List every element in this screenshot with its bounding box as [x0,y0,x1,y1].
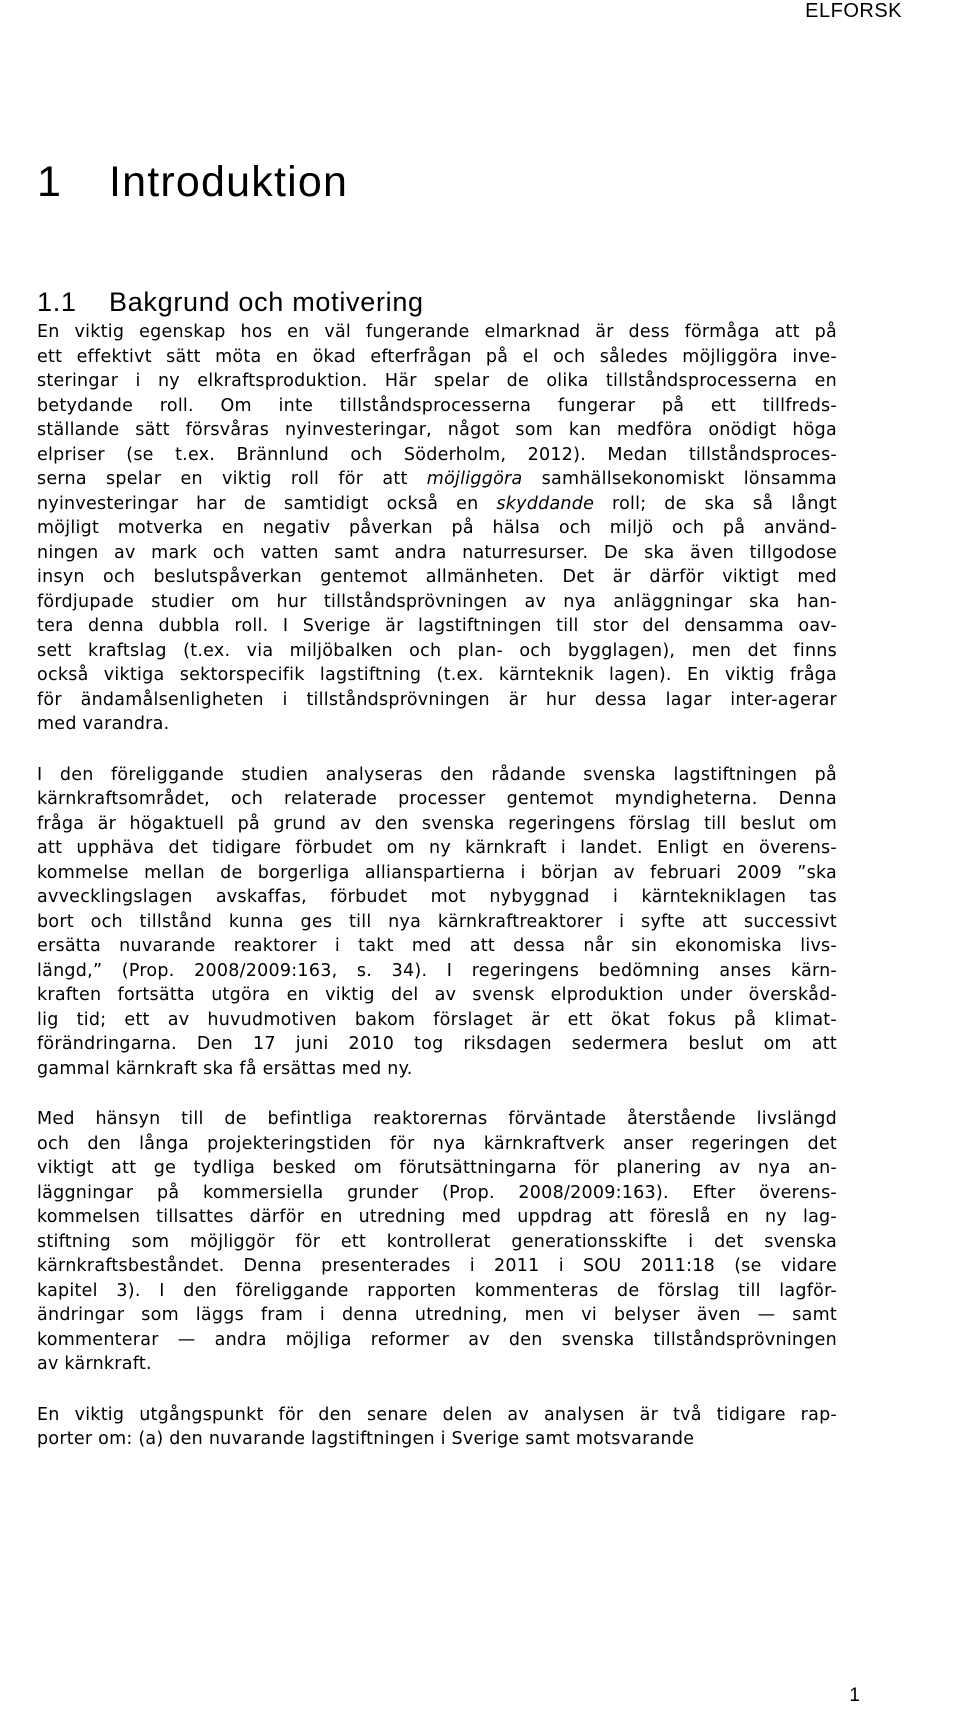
text-line: ningen av mark och vatten samt andra naturresurser. De ska även tillgodose [37,542,837,563]
text-line: kärnkraftsbeståndet. Denna presenterades i 2011 i SOU 2011:18 (se vidare [37,1256,837,1276]
text-line: av kärnkraft. [37,1354,152,1374]
text-line: för ändamålsenligheten i tillståndsprövningen är hur dessa lagar inter-agerar [37,689,837,710]
paragraph [37,1403,837,1452]
text-line: förändringarna. Den 17 juni 2010 tog riksdagen sedermera beslut om att [37,1034,837,1054]
text-line: En viktig egenskap hos en väl fungerande elmarknad är dess förmåga att på [37,322,837,342]
text-line: sett kraftslag (t.ex. via miljöbalken och plan- och bygglagen), men det finns [37,640,837,661]
text-line: lig tid; ett av huvudmotiven bakom förslaget är ett ökat fokus på klimat- [37,1009,837,1030]
text-line: läggningar på kommersiella grunder (Prop. 2008/2009:163). Efter överens- [37,1182,837,1203]
text-line: serna spelar en viktig roll för att möjliggöra samhällsekonomiskt lönsamma [37,469,838,489]
text-line: gammal kärnkraft ska få ersättas med ny. [37,1058,413,1079]
text-line: också viktiga sektorspecifik lagstiftning (t.ex. kärnteknik lagen). En viktig fråga [37,665,837,685]
text-line: längd,” (Prop. 2008/2009:163, s. 34). I regeringens bedömning anses kärn- [37,960,837,981]
text-line: ändringar som läggs fram i denna utredning, men vi belyser även — samt [37,1305,837,1325]
text-line: bort och tillstånd kunna ges till nya kärnkraftreaktorer i syfte att successivt [37,911,837,932]
text-line: En viktig utgångspunkt för den senare delen av analysen är två tidigare rap- [37,1404,837,1425]
text-line: möjligt motverka en negativ påverkan på hälsa och miljö och på använd- [37,518,837,538]
text-line: stiftning som möjliggör för ett kontrollerat generationsskifte i det svenska [37,1231,837,1252]
running-header: ELFORSK [805,0,902,22]
text-line: med varandra. [37,714,170,734]
chapter-number: 1 [37,158,63,206]
text-line: elpriser (se t.ex. Brännlund och Söderholm, 2012). Medan tillståndsproces- [37,444,837,465]
text-line: fördjupade studier om hur tillståndsprövningen av nya anläggningar ska han- [37,591,837,612]
text-line: att upphäva det tidigare förbudet om ny kärnkraft i landet. Enligt en överens- [37,838,837,858]
text-line: viktigt att ge tydliga besked om förutsättningarna för planering av nya an- [37,1158,837,1178]
text-line: insyn och beslutspåverkan gentemot allmänheten. Det är därför viktigt med [37,567,837,587]
paragraph [37,1107,837,1377]
page-number: 1 [849,1685,860,1706]
paragraph [37,320,837,737]
text-line: kapitel 3). I den föreliggande rapporten kommenteras de förslag till lagför- [37,1280,837,1301]
text-line: nyinvesteringar har de samtidigt också en skyddande roll; de ska så långt [37,493,837,514]
text-line: steringar i ny elkraftsproduktion. Här spelar de olika tillståndsprocesserna en [37,371,837,391]
text-line: porter om: (a) den nuvarande lagstiftningen i Sverige samt motsvarande [37,1429,695,1449]
text-line: betydande roll. Om inte tillståndsprocesserna fungerar på ett tillfreds- [37,395,837,416]
text-line: och den långa projekteringstiden för nya kärnkraftverk anser regeringen det [37,1133,837,1154]
section-heading [37,284,424,320]
text-line: kärnkraftsområdet, och relaterade processer gentemot myndigheterna. Denna [37,789,837,809]
text-line: avvecklingslagen avskaffas, förbudet mot nybyggnad i kärntekniklagen tas [37,887,837,907]
text-line: ersätta nuvarande reaktorer i takt med att dessa når sin ekonomiska livs- [37,936,837,956]
text-line: ett effektivt sätt möta en ökad efterfrågan på el och således möjliggöra inve- [37,346,837,367]
text-line: tera denna dubbla roll. I Sverige är lagstiftningen till stor del densamma oav- [37,616,837,636]
text-line: I den föreliggande studien analyseras den rådande svenska lagstiftningen på [37,764,837,785]
chapter-title: Introduktion [109,158,349,206]
text-line: kraften fortsätta utgöra en viktig del av svensk elproduktion under överskåd- [37,985,837,1005]
chapter-heading [37,154,348,210]
section-number: 1.1 [37,287,77,317]
text-line: ställande sätt försvåras nyinvesteringar, något som kan medföra onödigt höga [37,420,837,440]
text-line: fråga är högaktuell på grund av den svenska regeringens förslag till beslut om [37,813,837,834]
body-text [37,320,837,1478]
section-title: Bakgrund och motivering [109,287,424,317]
text-line: Med hänsyn till de befintliga reaktorernas förväntade återstående livslängd [37,1109,837,1129]
text-line: kommelse mellan de borgerliga allianspartierna i början av februari 2009 ”ska [37,862,837,883]
text-line: kommenterar — andra möjliga reformer av den svenska tillståndsprövningen [37,1329,837,1350]
paragraph [37,763,837,1082]
text-line: kommelsen tillsattes därför en utredning med uppdrag att föreslå en ny lag- [37,1207,837,1227]
